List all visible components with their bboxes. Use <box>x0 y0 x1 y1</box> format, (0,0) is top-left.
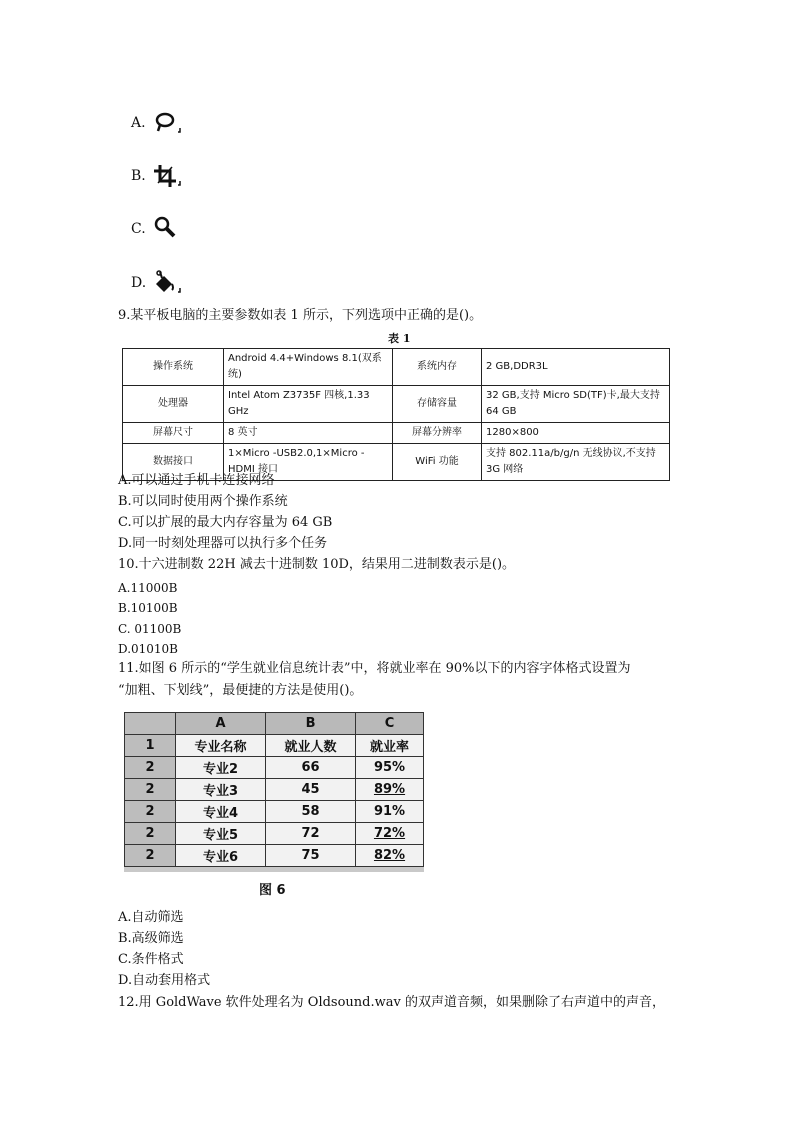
option-c <box>131 216 182 242</box>
table-cell: 32 GB,支持 Micro SD(TF)卡,最大支持 64 GB <box>482 386 670 423</box>
q9-option-b: B.可以同时使用两个操作系统 <box>118 494 288 509</box>
option-d <box>131 270 182 296</box>
table-row <box>123 349 670 386</box>
table-cell: 75 <box>266 845 356 867</box>
table-row <box>125 779 424 801</box>
table-cell: 专业5 <box>176 823 266 845</box>
table-cell: 72 <box>266 823 356 845</box>
table-cell: 存储容量 <box>393 386 482 423</box>
q9-option-a: A.可以通过手机卡连接网络 <box>118 473 275 488</box>
spreadsheet-figure <box>124 712 424 872</box>
q11-stem-line1: 11.如图 6 所示的“学生就业信息统计表”中，将就业率在 90%以下的内容字体格式设置为 <box>118 661 631 676</box>
spreadsheet-table <box>124 712 424 867</box>
table-cell: 专业名称 <box>176 735 266 757</box>
option-letter: C. <box>131 221 146 237</box>
table-cell: 1×Micro -USB2.0,1×Micro -HDMI 接口 <box>224 444 393 481</box>
q10-option-c: C. 01100B <box>118 622 182 636</box>
table-row <box>125 801 424 823</box>
table-cell: 89% <box>356 779 424 801</box>
row-header: 2 <box>125 757 176 779</box>
crop-icon <box>152 163 182 189</box>
q12-stem: 12.用 GoldWave 软件处理名为 Oldsound.wav 的双声道音频，如果删除了右声道中的声音， <box>118 995 665 1010</box>
option-letter: D. <box>131 275 147 291</box>
q11-option-c: C.条件格式 <box>118 952 184 967</box>
table-cell: 处理器 <box>123 386 224 423</box>
table-cell: WiFi 功能 <box>393 444 482 481</box>
table-row <box>125 757 424 779</box>
table-cell: 系统内存 <box>393 349 482 386</box>
table-cell: 82% <box>356 845 424 867</box>
row-header: 2 <box>125 845 176 867</box>
table-row <box>123 423 670 444</box>
table-cell: 操作系统 <box>123 349 224 386</box>
table-row <box>123 386 670 423</box>
table-cell: 就业率 <box>356 735 424 757</box>
table-cell: 支持 802.11a/b/g/n 无线协议,不支持 3G 网络 <box>482 444 670 481</box>
row-header: 1 <box>125 735 176 757</box>
table-row <box>125 823 424 845</box>
lasso-icon <box>152 110 182 136</box>
q10-option-d: D.01010B <box>118 642 178 656</box>
table-row <box>125 735 424 757</box>
option-a <box>131 110 182 136</box>
option-b <box>131 163 182 189</box>
table-cell: 屏幕尺寸 <box>123 423 224 444</box>
row-header: 2 <box>125 801 176 823</box>
column-header: B <box>266 713 356 735</box>
table-caption: 表 1 <box>388 332 411 345</box>
table-cell: 58 <box>266 801 356 823</box>
q9-stem: 9.某平板电脑的主要参数如表 1 所示，下列选项中正确的是()。 <box>118 308 483 323</box>
table-cell: 屏幕分辨率 <box>393 423 482 444</box>
table-row <box>125 713 424 735</box>
q9-option-d: D.同一时刻处理器可以执行多个任务 <box>118 536 328 551</box>
row-header: 2 <box>125 823 176 845</box>
table-cell: 1280×800 <box>482 423 670 444</box>
q10-option-a: A.11000B <box>118 581 178 595</box>
table-cell: 72% <box>356 823 424 845</box>
q10-stem: 10.十六进制数 22H 减去十进制数 10D，结果用二进制数表示是()。 <box>118 557 516 572</box>
table-cell: Android 4.4+Windows 8.1(双系统) <box>224 349 393 386</box>
column-header: A <box>176 713 266 735</box>
option-letter: B. <box>131 168 146 184</box>
table-cell: 专业3 <box>176 779 266 801</box>
q9-option-c: C.可以扩展的最大内存容量为 64 GB <box>118 515 333 530</box>
corner-cell <box>125 713 176 735</box>
option-letter: A. <box>131 115 146 131</box>
table-cell: Intel Atom Z3735F 四核,1.33 GHz <box>224 386 393 423</box>
column-header: C <box>356 713 424 735</box>
table-cell: 2 GB,DDR3L <box>482 349 670 386</box>
spec-table <box>122 348 670 481</box>
table-cell: 66 <box>266 757 356 779</box>
q11-option-d: D.自动套用格式 <box>118 973 211 988</box>
q11-stem-line2: “加粗、下划线”，最便捷的方法是使用()。 <box>118 683 363 698</box>
table-cell: 95% <box>356 757 424 779</box>
table-cell: 91% <box>356 801 424 823</box>
table-cell: 就业人数 <box>266 735 356 757</box>
q10-option-b: B.10100B <box>118 601 178 615</box>
paint-bucket-icon <box>152 270 182 296</box>
q11-option-b: B.高级筛选 <box>118 931 184 946</box>
table-cell: 8 英寸 <box>224 423 393 444</box>
table-cell: 45 <box>266 779 356 801</box>
table-row <box>125 845 424 867</box>
q11-option-a: A.自动筛选 <box>118 910 184 925</box>
table-cell: 数据接口 <box>123 444 224 481</box>
table-cell: 专业4 <box>176 801 266 823</box>
figure-caption: 图 6 <box>259 883 286 898</box>
magnifier-icon <box>152 216 182 242</box>
row-header: 2 <box>125 779 176 801</box>
table-cell: 专业6 <box>176 845 266 867</box>
table-cell: 专业2 <box>176 757 266 779</box>
